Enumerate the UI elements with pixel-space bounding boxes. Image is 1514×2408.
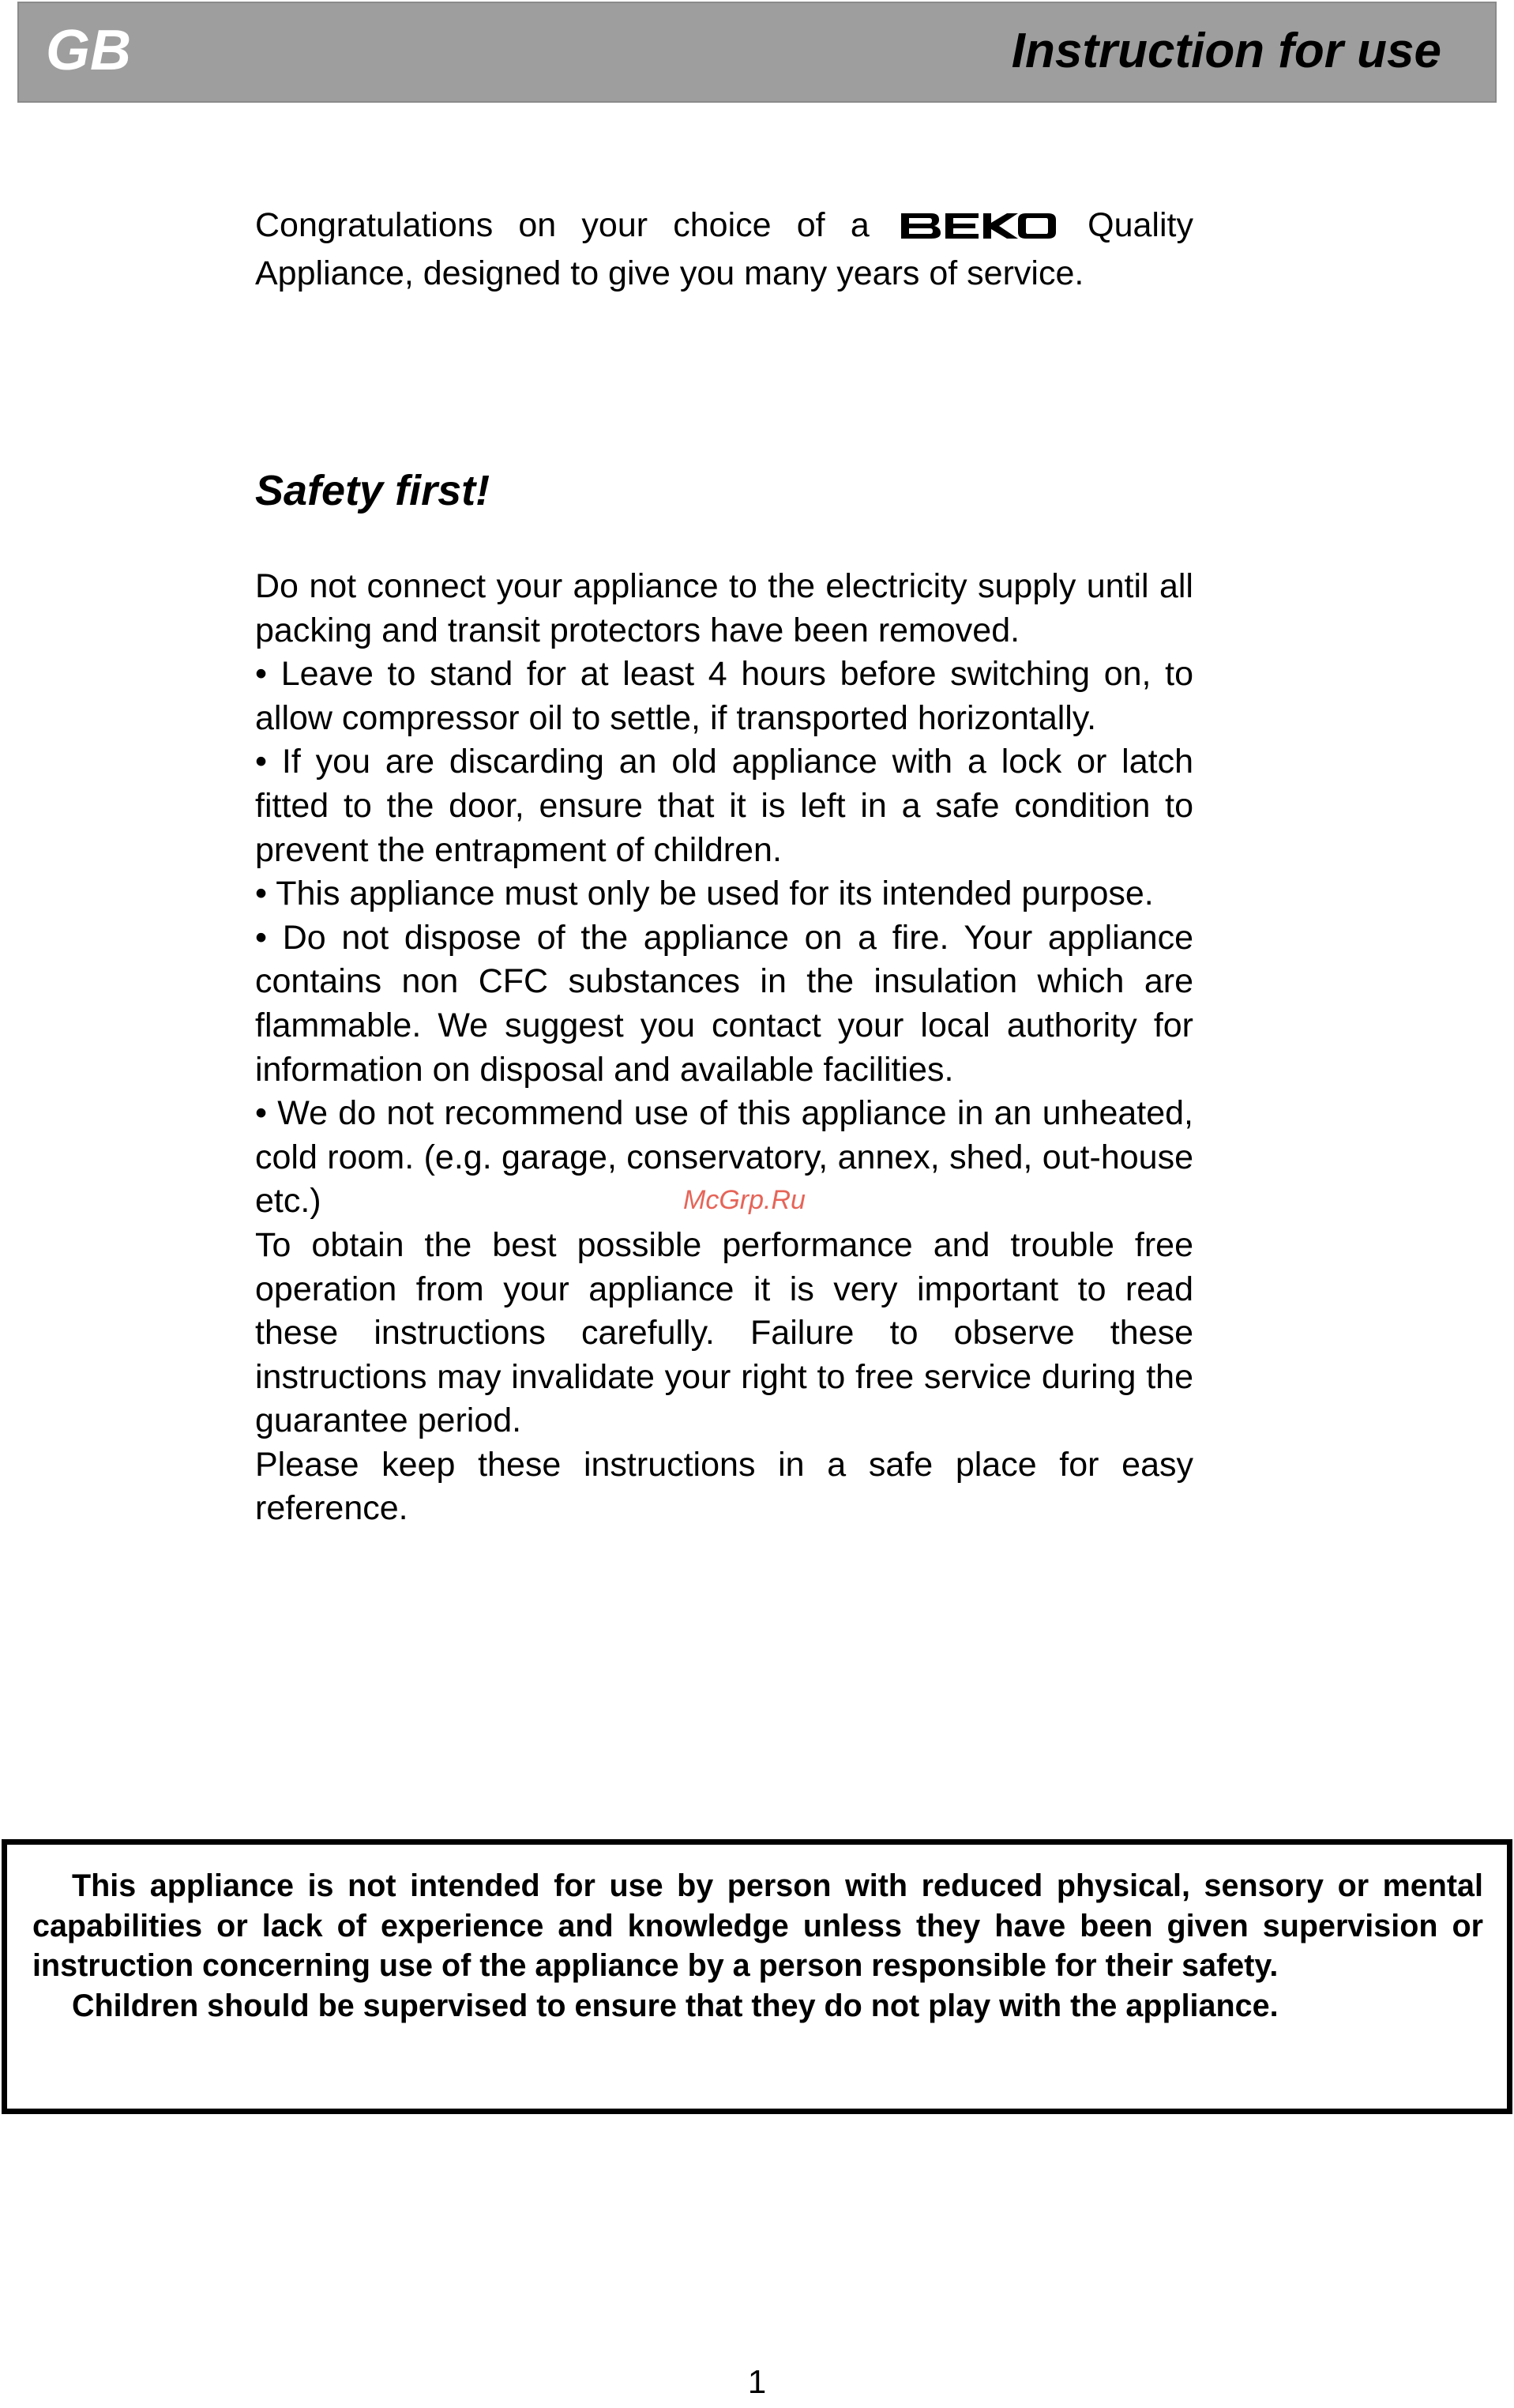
notice-paragraph: This appliance is not intended for use by person with reduced physical, sensory or mental capabilities or lack of experience and knowledge unless they have been given supervision or instruction concerning use of the appliance by a person responsible for their safety. [32,1868,1483,1983]
page-header [17,2,1497,103]
intro-text-start: Congratulations on your choice of a [255,206,870,244]
safety-title: Safety first! [255,467,490,514]
safety-body [255,565,1193,1531]
watermark: McGrp.Ru [683,1185,806,1215]
page-number: 1 [747,2363,767,2400]
beko-logo [900,208,1058,252]
intro-text-end: Quality Appliance, designed to give you many years of service. [255,206,1193,292]
safety-paragraph: • This appliance must only be used for its intended purpose. [255,875,1154,913]
document-title: Instruction for use [1011,24,1441,78]
safety-paragraph: • If you are discarding an old appliance with a lock or latch fitted to the door, ensure that it is left in a safe condition to prevent the entrapment of children. [255,743,1193,869]
beko-logo-mark [900,212,1058,240]
intro-paragraph [255,204,1193,295]
safety-paragraph: • Do not dispose of the appliance on a fire. Your appliance contains non CFC substances in the insulation which are flammable. We suggest you contact your local authority for information on disposal and available facilities. [255,918,1193,1089]
intro-section [255,204,1193,295]
safety-paragraph: Do not connect your appliance to the electricity supply until all packing and transit protectors have been removed. [255,567,1193,649]
notice-paragraph: Children should be supervised to ensure that they do not play with the appliance. [72,1988,1279,2023]
safety-paragraph: Please keep these instructions in a safe place for easy reference. [255,1445,1193,1528]
safety-paragraph: To obtain the best possible performance and trouble free operation from your appliance it is very important to read these instructions carefully. Failure to observe these instructions may invalidate your right to free service during the guarantee period. [255,1225,1193,1440]
safety-paragraph: • Leave to stand for at least 4 hours before switching on, to allow compressor oil to settle, if transported horizontally. [255,655,1193,737]
safety-notice-box [2,1839,1512,2114]
language-code: GB [46,19,131,82]
safety-paragraph: • We do not recommend use of this appliance in an unheated, cold room. (e.g. garage, conservatory, annex, shed, out-house etc.) [255,1094,1193,1221]
